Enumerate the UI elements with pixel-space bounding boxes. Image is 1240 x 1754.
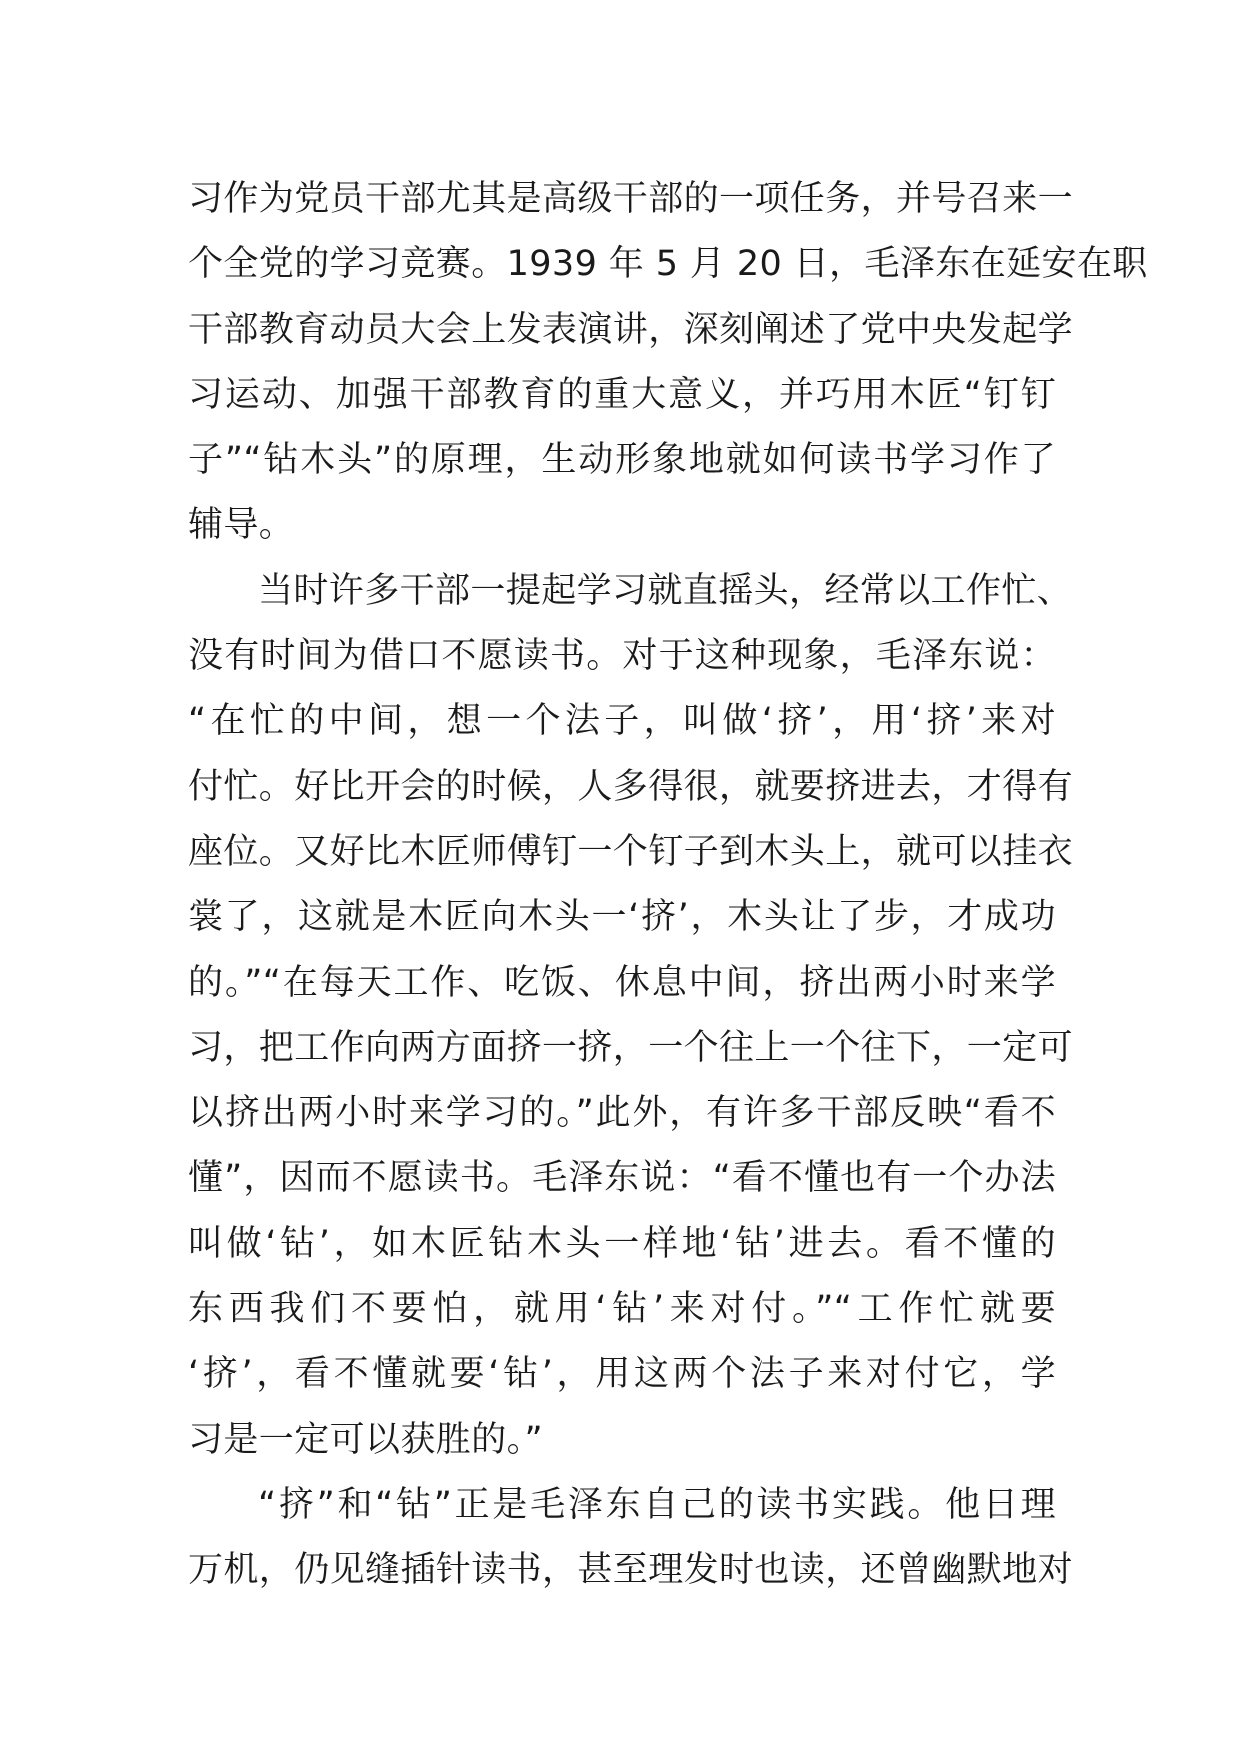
text-line: 以挤出两小时来学习的。”此外，有许多干部反映“看不 [188, 1093, 1056, 1134]
text-line: 没有时间为借口不愿读书。对于这种现象，毛泽东说： [188, 636, 1056, 677]
text-line: ‘挤’，看不懂就要‘钻’，用这两个法子来对付它，学 [188, 1354, 1056, 1395]
text-line: 懂”，因而不愿读书。毛泽东说：“看不懂也有一个办法 [188, 1158, 1056, 1199]
text-line: 的。”“在每天工作、吃饭、休息中间，挤出两小时来学 [188, 962, 1056, 1003]
text-line: 辅导。 [188, 505, 295, 546]
text-line: 万机，仍见缝插针读书，甚至理发时也读，还曾幽默地对 [188, 1550, 1074, 1591]
text-line: 叫做‘钻’，如木匠钻木头一样地‘钻’进去。看不懂的 [188, 1223, 1056, 1264]
paragraph-2 [188, 559, 1074, 1473]
text-line: 习，把工作向两方面挤一挤，一个往上一个往下，一定可 [188, 1027, 1074, 1068]
text-line: 当时许多干部一提起学习就直摇头，经常以工作忙、 [258, 570, 1073, 611]
body-text [188, 167, 1148, 1604]
text-line: 个全党的学习竞赛。1939 年 5 月 20 日，毛泽东在延安在职 [188, 244, 1148, 285]
text-line: 干部教育动员大会上发表演讲，深刻阐述了党中央发起学 [188, 309, 1074, 350]
text-line: “挤”和“钻”正是毛泽东自己的读书实践。他日理 [258, 1484, 1056, 1525]
text-line: 习是一定可以获胜的。” [188, 1419, 544, 1460]
text-line: 座位。又好比木匠师傅钉一个钉子到木头上，就可以挂衣 [188, 831, 1074, 872]
text-line: 裳了，这就是木匠向木头一‘挤’，木头让了步，才成功 [188, 897, 1056, 938]
text-line: 习作为党员干部尤其是高级干部的一项任务，并号召来一 [188, 179, 1074, 219]
text-line: 付忙。好比开会的时候，人多得很，就要挤进去，才得有 [188, 766, 1074, 807]
paragraph-1 [188, 167, 1148, 559]
text-line: 东西我们不要怕，就用‘钻’来对付。”“工作忙就要 [188, 1289, 1056, 1330]
paragraph-3 [188, 1473, 1074, 1604]
text-line: 习运动、加强干部教育的重大意义，并巧用木匠“钉钉 [188, 374, 1056, 415]
text-line: 子”“钻木头”的原理，生动形象地就如何读书学习作了 [188, 440, 1056, 481]
text-line: “在忙的中间，想一个法子，叫做‘挤’，用‘挤’来对 [188, 701, 1056, 742]
